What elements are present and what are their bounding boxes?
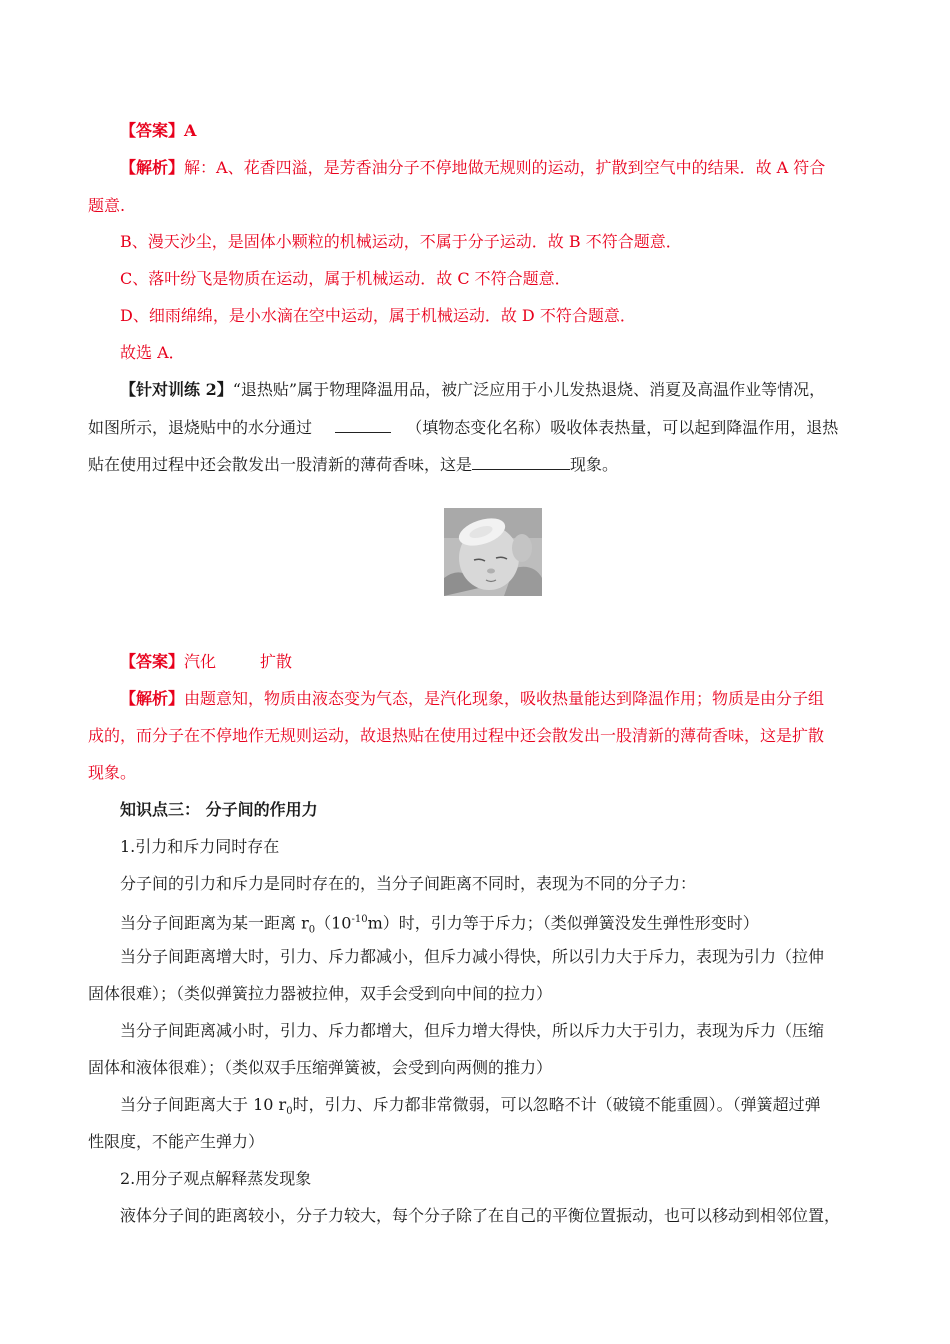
training-2-line-3 [88,453,868,476]
subscript: 0 [308,924,316,936]
analysis-2-line-2: 成的，而分子在不停地作无规则运动，故退热贴在使用过程中还会散发出一股清新的薄荷香味，这是扩散 [88,726,825,745]
paragraph-4-line-1: 当分子间距离减小时，引力、斥力都增大，但斥力增大得快，所以斥力大于引力，表现为斥力（压缩 [120,1021,825,1040]
training-text: 现象。 [570,455,619,474]
paragraph-5-line-2: 性限度，不能产生弹力） [88,1132,265,1151]
text: （10 [315,913,352,933]
subsection-1-title: 1.引力和斥力同时存在 [120,837,280,856]
answer-2 [120,651,900,673]
text: m）时，引力等于斥力；（类似弹簧没发生弹性形变时） [367,913,759,933]
baby-photo-graphic [444,508,542,596]
training-tag: 【针对训练 2】 [120,380,233,399]
subscript: 0 [286,1106,293,1118]
training-text: 贴在使用过程中还会散发出一股清新的薄荷香味，这是 [88,455,473,474]
paragraph-1: 分子间的引力和斥力是同时存在的，当分子间距离不同时，表现为不同的分子力： [120,874,697,893]
answer-value: A [184,121,197,140]
paragraph-2 [120,909,900,942]
superscript: -10 [351,914,368,925]
fill-blank-1 [335,416,391,433]
fill-blank-2 [472,453,570,470]
analysis-tag: 【解析】 [120,689,185,708]
section-heading: 知识点三： 分子间的作用力 [120,800,318,819]
training-2-line-2 [88,416,868,439]
analysis-text: 由题意知，物质由液态变为气态，是汽化现象，吸收热量能达到降温作用；物质是由分子组 [184,689,825,708]
analysis-1-conclusion: 故选 A． [120,343,185,362]
paragraph-3-line-1: 当分子间距离增大时，引力、斥力都减小，但斥力减小得快，所以引力大于斥力，表现为引力（拉伸 [120,947,825,966]
answer-1 [120,120,900,142]
analysis-1-option-b: B、漫天沙尘，是固体小颗粒的机械运动，不属于分子运动．故 B 不符合题意． [120,232,682,251]
answer-tag: 【答案】 [120,121,185,140]
answer-tag: 【答案】 [120,652,185,671]
text: 当分子间距离大于 10 r [120,1095,287,1114]
training-text: “退热贴”属于物理降温用品，被广泛应用于小儿发热退烧、消夏及高温作业等情况， [232,380,826,399]
training-text: 如图所示，退烧贴中的水分通过 [88,418,313,437]
analysis-2-line-1 [120,688,900,710]
training-2-line-1 [120,379,900,401]
answer-value-1: 汽化 [184,652,217,671]
paragraph-5-line-1 [120,1094,900,1123]
analysis-2-line-3: 现象。 [88,763,137,782]
training-text: （填物态变化名称）吸收体表热量，可以起到降温作用，退热 [406,418,839,437]
text: 当分子间距离为某一距离 r [120,913,309,933]
subsection-2-title: 2.用分子观点解释蒸发现象 [120,1169,312,1188]
analysis-1-option-c: C、落叶纷飞是物质在运动，属于机械运动．故 C 不符合题意． [120,269,571,288]
answer-value-2: 扩散 [260,652,293,671]
baby-cooling-patch-photo [444,508,542,596]
analysis-1-line-1 [120,157,900,179]
analysis-tag: 【解析】 [120,158,185,177]
analysis-1-option-d: D、细雨绵绵，是小水滴在空中运动，属于机械运动．故 D 不符合题意． [120,306,636,325]
paragraph-6: 液体分子间的距离较小，分子力较大，每个分子除了在自己的平衡位置振动，也可以移动到相邻位置， [120,1206,841,1225]
analysis-text: 解：A、花香四溢，是芳香油分子不停地做无规则的运动，扩散到空气中的结果．故 A 符合 [184,158,826,177]
text: 时，引力、斥力都非常微弱，可以忽略不计（破镜不能重圆）。（弹簧超过弹 [292,1095,821,1114]
paragraph-4-line-2: 固体和液体很难）；（类似双手压缩弹簧被，会受到向两侧的推力） [88,1058,553,1077]
analysis-1-line-2: 题意. [88,196,126,215]
paragraph-3-line-2: 固体很难）；（类似弹簧拉力器被拉伸，双手会受到向中间的拉力） [88,984,553,1003]
